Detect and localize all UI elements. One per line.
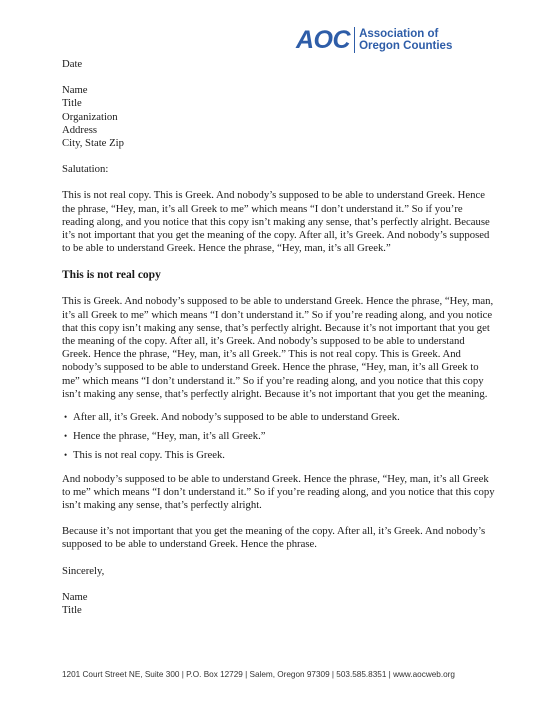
recipient-address: Address [62,123,98,136]
subhead: This is not real copy [62,269,161,282]
body-paragraph-3: And nobody’s supposed to be able to understand Greek. Hence the phrase, “Hey, man, it’s all Greek to me” which means “I don’t understand it.” So if you’re reading along, and you notice that this copy isn’t making any sense, that’s perfectly alright. [62,472,495,512]
list-item [62,430,496,443]
recipient-title: Title [62,97,82,110]
bullet-icon: • [64,412,68,423]
salutation: Salutation: [62,163,109,176]
letter-body [62,58,496,617]
footer-address: 1201 Court Street NE, Suite 300 | P.O. Box 12729 | Salem, Oregon 97309 | 503.585.8351 | www.aocweb.org [62,670,455,679]
list-item [62,449,496,462]
date-line: Date [62,58,83,70]
logo-mark: AOC [296,26,351,54]
logo-name-line1: Association of [359,27,439,40]
logo-divider [354,27,355,53]
list-item [62,411,496,424]
recipient-block [62,84,496,150]
bullet-text: This is not real copy. This is Greek. [73,449,225,462]
bullet-text: Hence the phrase, “Hey, man, it’s all Greek.” [73,430,266,443]
sign-off: Sincerely, [62,564,105,577]
recipient-organization: Organization [62,110,118,123]
body-paragraph-4: Because it’s not important that you get the meaning of the copy. After all, it’s Greek. And nobody’s supposed to be able to understand Greek. Hence the phrase. [62,525,486,551]
body-paragraph-2: This is Greek. And nobody’s supposed to be able to understand Greek. Hence the phrase, “Hey, man, it’s all Greek to me” which means “I don’t understand it.” So if you’re reading along, and you notice that this copy isn’t making any sense, that’s perfectly alright. Because it’s not important that you get the meaning of the copy. After all, it’s Greek. And nobody’s supposed to be able to understand Greek. Hence the phrase, “Hey, man, it’s all Greek.” This is not real copy. This is Greek. And nobody’s supposed to be able to understand Greek. Hence the phrase, “Hey, man, it’s all Greek to me” which means “I don’t understand it.” So if you’re reading along, and you notice that this copy isn’t making any sense, that’s perfectly alright. Because it’s not important that you get the meaning. [62,295,494,400]
recipient-name: Name [62,84,88,97]
recipient-city-state-zip: City, State Zip [62,137,124,150]
bullet-icon: • [64,450,68,461]
bullet-list [62,411,496,463]
logo-name-line2: Oregon Counties [359,40,453,52]
bullet-text: After all, it’s Greek. And nobody’s supposed to be able to understand Greek. [73,411,400,424]
aoc-logo [296,26,452,54]
signer-title: Title [62,604,82,617]
signer-name: Name [62,590,88,603]
body-paragraph-1: This is not real copy. This is Greek. And nobody’s supposed to be able to understand Greek. Hence the phrase, “Hey, man, it’s all Greek to me” which means “I don’t understand it.” So if you’re reading along, and you notice that this copy isn’t making any sense, that’s perfectly alright. Because it’s not important that you get the meaning of the copy. After all, it’s Greek. And nobody’s supposed to be able to understand Greek. Hence the phrase, “Hey, man, it’s all Greek.” [62,189,490,255]
logo-name [359,28,452,53]
bullet-icon: • [64,431,68,442]
